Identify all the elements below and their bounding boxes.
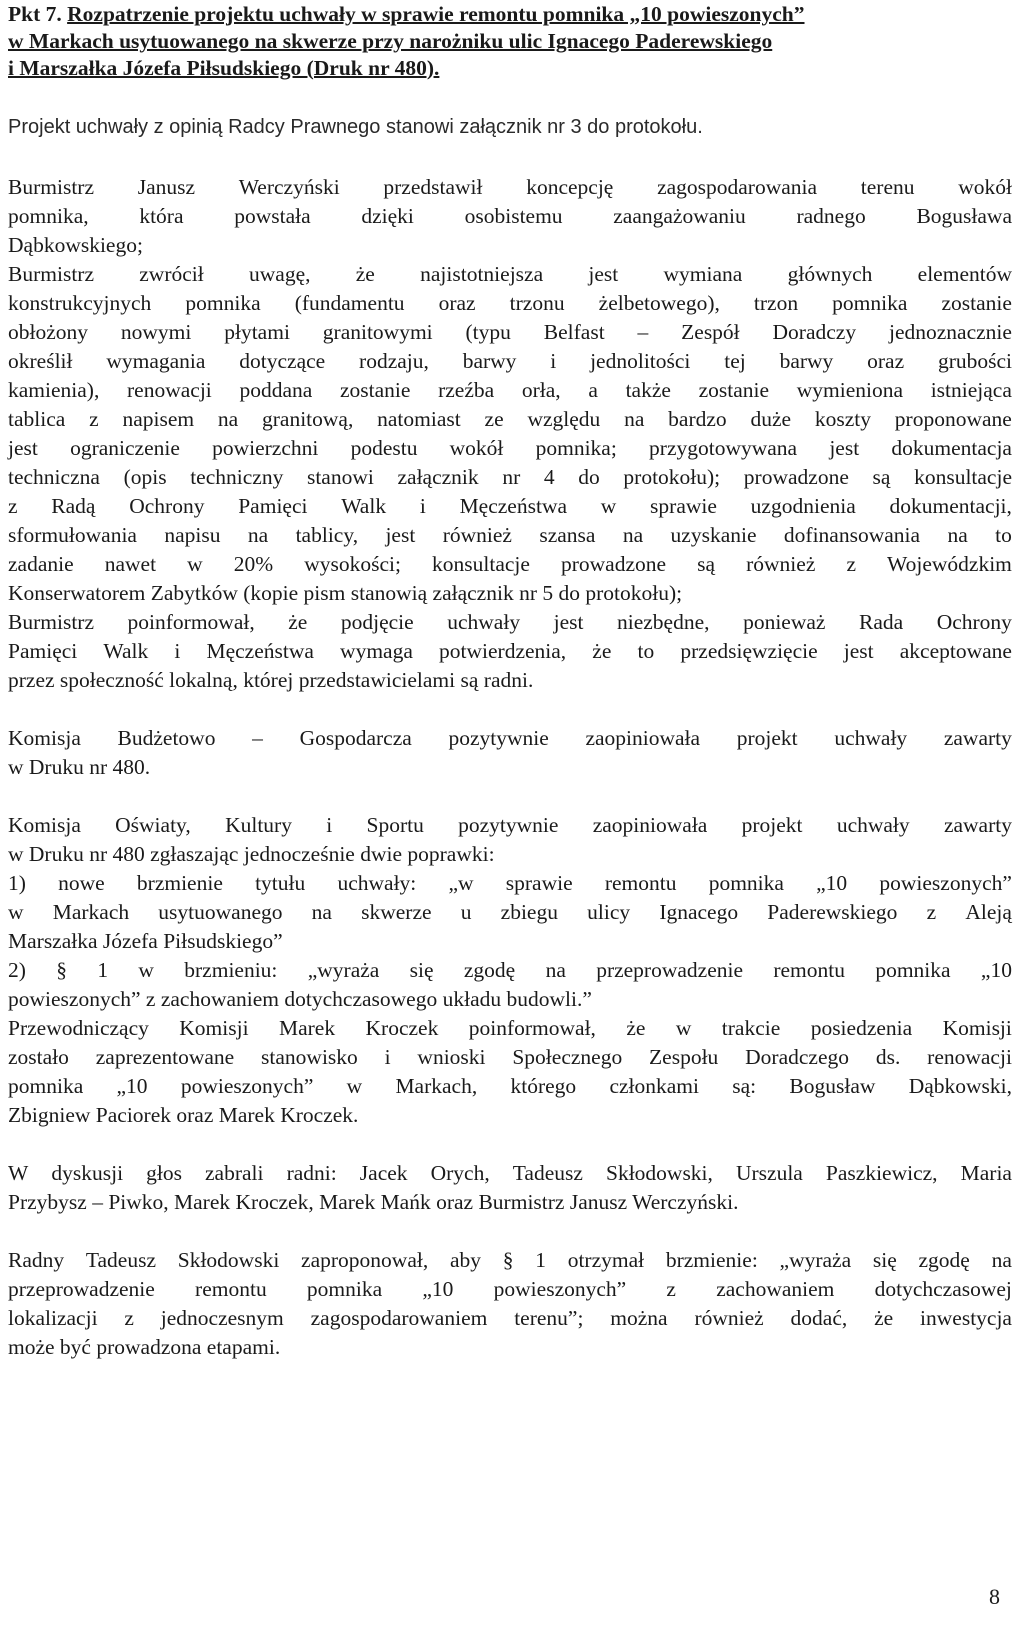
text-line: Projekt uchwały z opinią Radcy Prawnego stanowi załącznik nr 3 do protokołu.	[8, 116, 703, 138]
text-line: W dyskusji głos zabrali radni: Jacek Orych, Tadeusz Skłodowski, Urszula Paszkiewicz, Maria	[8, 1161, 1012, 1185]
heading-line	[8, 1, 1012, 28]
text-line: Przewodniczący Komisji Marek Kroczek poinformował, że w trakcie posiedzenia Komisji	[8, 1016, 1012, 1040]
paragraph-discussion	[8, 1159, 1012, 1217]
heading-line: i Marszałka Józefa Piłsudskiego (Druk nr 480).	[8, 56, 440, 80]
text-line: kamienia), renowacji poddana zostanie rzeźba orła, a także zostanie wymieniona istniejąca	[8, 378, 1012, 402]
document-page	[8, 0, 1012, 1362]
text-line: Burmistrz zwrócił uwagę, że najistotniejsza jest wymiana głównych elementów	[8, 262, 1012, 286]
text-line: w Druku nr 480 zgłaszając jednocześnie dwie poprawki:	[8, 842, 495, 866]
text-line: Burmistrz Janusz Werczyński przedstawił koncepcję zagospodarowania terenu wokół	[8, 175, 1012, 199]
text-line: 2) § 1 w brzmieniu: „wyraża się zgodę na przeprowadzenie remontu pomnika „10	[8, 958, 1012, 982]
text-line: Dąbkowskiego;	[8, 233, 143, 257]
text-line: może być prowadzona etapami.	[8, 1335, 281, 1359]
text-line: lokalizacji z jednoczesnym zagospodarowaniem terenu”; można również dodać, że inwestycja	[8, 1306, 1012, 1330]
agenda-item-heading	[8, 1, 1012, 82]
text-line: Konserwatorem Zabytków (kopie pism stanowią załącznik nr 5 do protokołu);	[8, 581, 683, 605]
text-line: obłożony nowymi płytami granitowymi (typu Belfast – Zespół Doradczy jednoznacznie	[8, 320, 1012, 344]
text-line: jest ograniczenie powierzchni podestu wokół pomnika; przygotowywana jest dokumentacja	[8, 436, 1012, 460]
text-line: Komisja Budżetowo – Gospodarcza pozytywnie zaopiniowała projekt uchwały zawarty	[8, 726, 1012, 750]
paragraph-mayor-presentation	[8, 173, 1012, 695]
paragraph-attachment-note	[8, 113, 1012, 142]
text-line: Radny Tadeusz Skłodowski zaproponował, aby § 1 otrzymał brzmienie: „wyraża się zgodę na	[8, 1248, 1012, 1272]
text-line: techniczna (opis techniczny stanowi załącznik nr 4 do protokołu); prowadzone są konsultacje	[8, 465, 1012, 489]
text-line: przeprowadzenie remontu pomnika „10 powieszonych” z zachowaniem dotychczasowej	[8, 1277, 1012, 1301]
text-line: w Markach usytuowanego na skwerze u zbiegu ulicy Ignacego Paderewskiego z Aleją	[8, 900, 1012, 924]
heading-line: w Markach usytuowanego na skwerze przy narożniku ulic Ignacego Paderewskiego	[8, 29, 773, 53]
text-line: sformułowania napisu na tablicy, jest również szansa na uzyskanie dofinansowania na to	[8, 523, 1012, 547]
text-line: 1) nowe brzmienie tytułu uchwały: „w sprawie remontu pomnika „10 powieszonych”	[8, 871, 1012, 895]
text-line: Komisja Oświaty, Kultury i Sportu pozytywnie zaopiniowała projekt uchwały zawarty	[8, 813, 1012, 837]
paragraph-proposal	[8, 1246, 1012, 1362]
text-line: z Radą Ochrony Pamięci Walk i Męczeństwa w sprawie uzgodnienia dokumentacji,	[8, 494, 1012, 518]
text-line: określił wymagania dotyczące rodzaju, barwy i jednolitości tej barwy oraz grubości	[8, 349, 1012, 373]
text-line: Zbigniew Paciorek oraz Marek Kroczek.	[8, 1103, 359, 1127]
text-line: pomnika „10 powieszonych” w Markach, którego członkami są: Bogusław Dąbkowski,	[8, 1074, 1012, 1098]
heading-title-part: Rozpatrzenie projektu uchwały w sprawie remontu pomnika „10 powieszonych”	[67, 2, 805, 26]
text-line: Marszałka Józefa Piłsudskiego”	[8, 929, 283, 953]
paragraph-education-committee	[8, 811, 1012, 1130]
text-line: tablica z napisem na granitową, natomiast ze względu na bardzo duże koszty proponowane	[8, 407, 1012, 431]
text-line: przez społeczność lokalną, której przedstawicielami są radni.	[8, 668, 534, 692]
agenda-item-number: Pkt 7.	[8, 2, 62, 26]
text-line: konstrukcyjnych pomnika (fundamentu oraz trzonu żelbetowego), trzon pomnika zostanie	[8, 291, 1012, 315]
page-number: 8	[989, 1584, 1000, 1609]
text-line: pomnika, która powstała dzięki osobistemu zaangażowaniu radnego Bogusława	[8, 204, 1012, 228]
paragraph-budget-committee	[8, 724, 1012, 782]
text-line: zostało zaprezentowane stanowisko i wnioski Społecznego Zespołu Doradczego ds. renowacji	[8, 1045, 1012, 1069]
text-line: Burmistrz poinformował, że podjęcie uchwały jest niezbędne, ponieważ Rada Ochrony	[8, 610, 1012, 634]
text-line: powieszonych” z zachowaniem dotychczasowego układu budowli.”	[8, 987, 592, 1011]
text-line: w Druku nr 480.	[8, 755, 151, 779]
text-line: Pamięci Walk i Męczeństwa wymaga potwierdzenia, że to przedsięwzięcie jest akceptowane	[8, 639, 1012, 663]
text-line: Przybysz – Piwko, Marek Kroczek, Marek Mańk oraz Burmistrz Janusz Werczyński.	[8, 1190, 739, 1214]
text-line: zadanie nawet w 20% wysokości; konsultacje prowadzone są również z Wojewódzkim	[8, 552, 1012, 576]
